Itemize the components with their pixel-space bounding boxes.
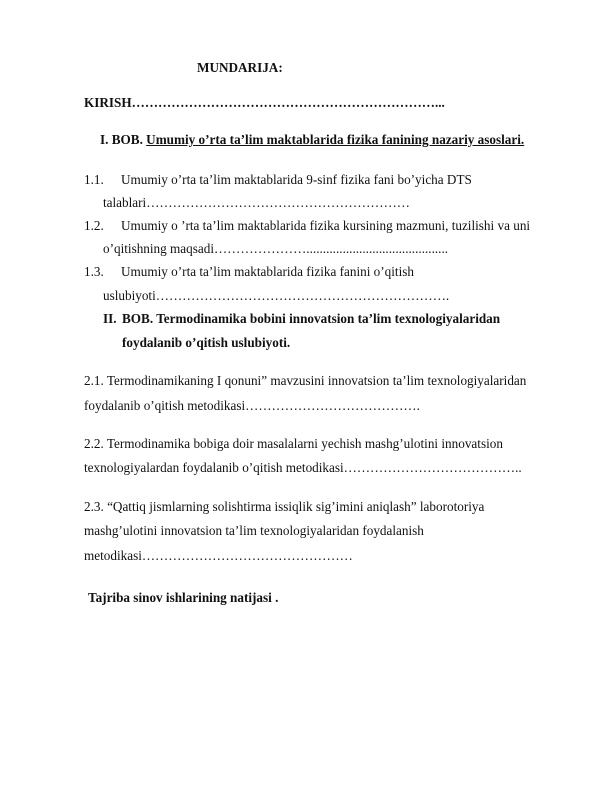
toc-section-1-1-line2: talablari…………………………………………………… [103,195,410,210]
toc-section-1-3-line2: uslubiyoti…………………………………………………………. [103,288,450,303]
toc-section-2-3-line1: 2.3. “Qattiq jismlarning solishtirma issiqlik sig’imini aniqlash” laborotoriya [84,499,485,514]
toc-section-2-2-line2: texnologiyalardan foydalanib o’qitish metodikasi………………………………….. [84,460,522,475]
chapter-1-title: Umumiy o’rta ta’lim maktablarida fizika fanining nazariy asoslari. [146,132,525,147]
toc-section-1-3-line1: Umumiy o’rta ta’lim maktablarida fizika fanini o’qitish [121,264,414,279]
toc-chapter-2-line1: BOB. Termodinamika bobini innovatsion ta’lim texnologiyalaridan [122,311,501,326]
toc-section-1-2-line1: Umumiy o ’rta ta’lim maktablarida fizika kursining mazmuni, tuzilishi va uni [121,218,531,233]
toc-section-2-3-line3: metodikasi………………………………………… [84,548,353,563]
toc-section-1-2-number: 1.2. [84,218,104,233]
toc-chapter-2-number: II. [103,311,117,326]
chapter-1-number: I. BOB. [100,132,143,147]
toc-section-2-1-line1: 2.1. Termodinamikaning I qonuni” mavzusini innovatsion ta’lim texnologiyalaridan [84,373,527,388]
toc-section-2-2-line1: 2.2. Termodinamika bobiga doir masalalarni yechish mashg’ulotini innovatsion [84,436,503,451]
toc-entry-results: Tajriba sinov ishlarining natijasi . [88,590,279,605]
toc-section-2-3-line2: mashg’ulotini innovatsion ta’lim texnologiyalaridan foydalanish [84,523,424,538]
toc-section-2-1-line2: foydalanib o’qitish metodikasi…………………………………. [84,398,420,413]
toc-section-1-1-line1: Umumiy o’rta ta’lim maktablarida 9-sinf fizika fani bo’yicha DTS [121,172,472,187]
toc-entry-kirish: KIRISH……………………………………………………………... [84,95,445,110]
toc-section-1-1-number: 1.1. [84,172,104,187]
toc-chapter-1 [100,132,524,148]
toc-section-1-3-number: 1.3. [84,264,104,279]
page-title: MUNDARIJA: [197,60,283,75]
toc-section-1-2-line2: o’qitishning maqsadi…………………........................................... [103,241,449,256]
toc-chapter-2-line2: foydalanib o’qitish uslubiyoti. [122,335,291,350]
